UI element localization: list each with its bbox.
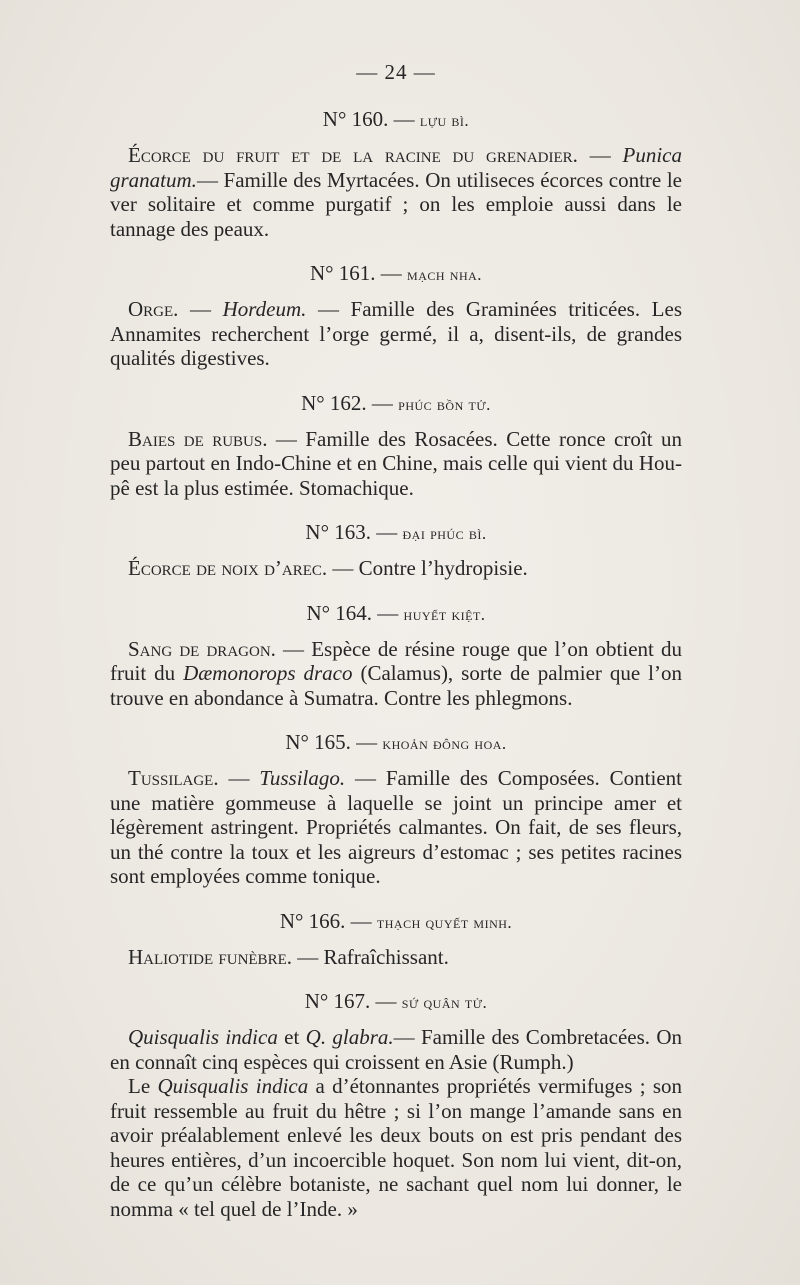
entry-heading-166: N° 166. — thạch quyết minh. — [279, 908, 513, 933]
entry-heading-164: N° 164. — huyết kiệt. — [306, 600, 486, 625]
entry-number: N° 164. — [306, 600, 373, 625]
entry-text-161: Orge. — Hordeum. — Famille des Graminées triticées. Les Annamites recherchent l’orge germé, il a, disent-ils, de grandes qualités digestives. — [110, 297, 682, 370]
entry-text-167: Quisqualis indica et Q. glabra.— Famille des Combretacées. On en connaît cinq espèces qui croissent en Asie (Rumph.) — [110, 1025, 682, 1074]
entry-text-166: Haliotide funèbre. — Rafraîchissant. — [128, 944, 449, 969]
entry-number: N° 166. — [279, 908, 346, 933]
vietnamese-name: đại phúc bì. — [402, 524, 487, 543]
entry-text-165: Tussilage. — Tussilago. — Famille des Composées. Contient une matière gommeuse à laquelle se joint un principe amer et légèrement astringent. Propriétés calmantes. On fait, de ses fleurs, un thé contre la toux et les aigreurs d’estomac ; ses petites racines sont employées comme tonique. — [110, 766, 683, 888]
entry-heading-167: N° 167. — sứ quân tử. — [304, 989, 488, 1013]
vietnamese-name: mạch nha. — [407, 265, 483, 284]
vietnamese-name: khoản đông hoa. — [382, 734, 507, 753]
entry-heading-161: N° 161. — mạch nha. — [309, 261, 483, 285]
entry-number: N° 161. — [309, 261, 376, 285]
entry-number: N° 167. — [304, 989, 371, 1013]
vietnamese-name: sứ quân tử. — [401, 993, 488, 1012]
entry-text-160: Écorce du fruit et de la racine du grenadier. — Punica granatum.— Famille des Myrtacées. On utiliseces écorces contre le ver solitaire et comme purgatif ; on les emploie aussi dans le tannage des peaux. — [110, 143, 682, 241]
entry-number: N° 163. — [305, 520, 371, 544]
vietnamese-name: huyết kiệt. — [403, 604, 486, 624]
entry-number: N° 162. — [301, 390, 367, 415]
entry-text-164: Sang de dragon. — Espèce de résine rouge que l’on obtient du fruit du Dæmonorops draco (Calamus), sorte de palmier que l’on trouve en abondance à Sumatra. Contre les phlegmons. — [110, 636, 682, 710]
entry-heading-162: N° 162. — phúc bồn tử. — [301, 390, 491, 415]
vietnamese-name: phúc bồn tử. — [398, 394, 491, 414]
vietnamese-name: thạch quyết minh. — [376, 912, 513, 932]
page-content — [110, 60, 682, 1221]
page-number: — 24 — — [356, 60, 436, 84]
entry-heading-165: N° 165. — khoản đông hoa. — [285, 730, 507, 754]
entry-text-162: Baies de rubus. — Famille des Rosacées. Cette ronce croît un peu partout en Indo-Chine et en Chine, mais celle qui vient du Hou-pê est la plus estimée. Stomachique. — [110, 426, 682, 500]
vietnamese-name: lựu bì. — [419, 111, 470, 130]
entry-heading-160: N° 160. — lựu bì. — [322, 107, 470, 131]
entry-number: N° 160. — [322, 107, 389, 131]
entry-text-163: Écorce de noix d’arec. — Contre l’hydropisie. — [128, 556, 528, 580]
entry-heading-163: N° 163. — đại phúc bì. — [305, 520, 487, 544]
entry-text-167-paragraph-2: Le Quisqualis indica a d’étonnantes propriétés vermifuges ; son fruit ressemble au fruit du hêtre ; si l’on mange l’amande sans en avoir préalablement enlevé les deux bouts on est pris pendant des heures entières, d’un incoercible hoquet. Son nom lui vient, dit-on, de ce qu’un célèbre botaniste, ne sachant quel nom lui donner, le nomma « tel quel de l’Inde. » — [110, 1074, 682, 1221]
entry-number: N° 165. — [285, 730, 351, 754]
